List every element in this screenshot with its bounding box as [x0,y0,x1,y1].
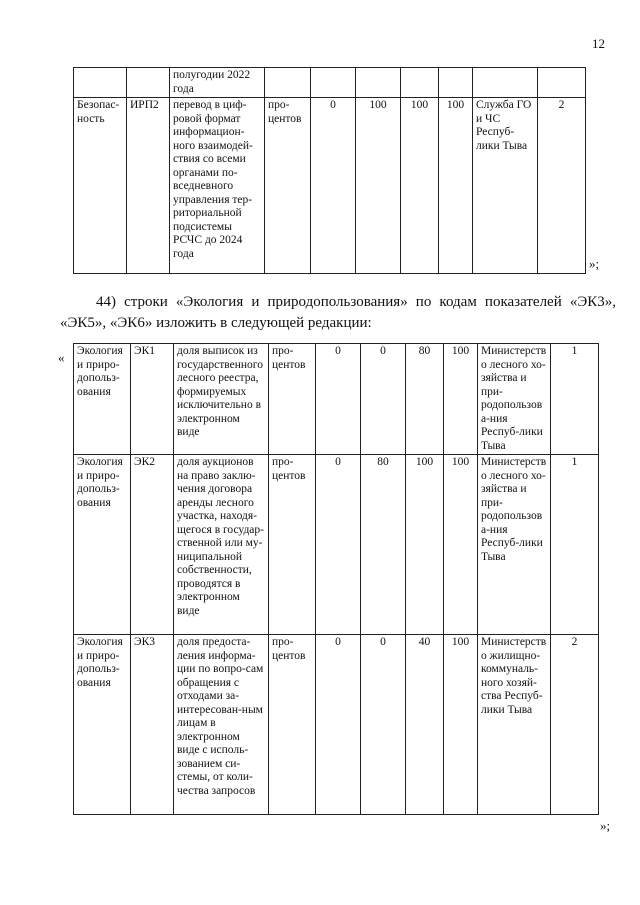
table-row [74,68,586,98]
table-cell: Безопас-ность [74,98,127,274]
table-cell: доля выписок из государственного лесного реестра, формируемых исключительно в электронном виде [174,344,269,455]
table-cell: 100 [356,98,401,274]
table-cell: ЭК3 [131,635,174,815]
table-cell: 0 [316,635,361,815]
table-row [74,98,586,274]
table-cell: 80 [361,455,406,635]
table-cell [311,68,356,98]
table-cell: 0 [316,344,361,455]
table-cell: Экология и приро-допольз-ования [74,344,131,455]
table-cell: 100 [444,344,478,455]
table-top [73,67,586,274]
table-cell: Министерство лесного хо-зяйства и при-родопользова-ния Респуб-лики Тыва [478,455,551,635]
table-cell: 0 [361,344,406,455]
table-cell: 100 [444,635,478,815]
table-row [74,455,599,635]
table-cell: доля аукционов на право заклю-чения договора аренды лесного участка, находя-щегося в государ-ственной или му-ниципальной собственности, проводятся в электронном виде [174,455,269,635]
table-cell: 0 [311,98,356,274]
table-cell: 2 [551,635,599,815]
table-row [74,344,599,455]
table-cell: Министерство лесного хо-зяйства и при-родопользова-ния Респуб-лики Тыва [478,344,551,455]
closing-quote: »; [589,256,600,271]
table-cell [74,68,127,98]
table-cell: ЭК2 [131,455,174,635]
table-cell: про-центов [269,344,316,455]
table-cell: Экология и приро-допольз-ования [74,635,131,815]
table-cell [127,68,170,98]
table-cell [538,68,586,98]
amendment-paragraph: 44) строки «Экология и природопользования» по кодам показателей «ЭК3», «ЭК5», «ЭК6» изложить в следующей редакции: [60,294,616,331]
table-row [74,635,599,815]
table-cell: перевод в циф-ровой формат информацион-ного взаимодей-ствия со всеми органами по-вседневного управления тер-риториальной подсистемы РСЧС до 2024 года [170,98,265,274]
page-number: 12 [592,36,605,51]
table-cell [439,68,473,98]
table-cell: 100 [444,455,478,635]
table-cell: 100 [439,98,473,274]
table-cell [401,68,439,98]
table-cell: про-центов [265,98,311,274]
table-cell: Министерство жилищно-коммуналь-ного хозяй-ства Респуб-лики Тыва [478,635,551,815]
opening-quote: « [58,350,65,365]
table-cell: полугодии 2022 года [170,68,265,98]
table-cell: 1 [551,455,599,635]
table-cell: ЭК1 [131,344,174,455]
table-cell: про-центов [269,455,316,635]
table-cell: 0 [361,635,406,815]
table-cell [473,68,538,98]
table-cell: 100 [401,98,439,274]
table-cell: 80 [406,344,444,455]
closing-quote: »; [600,818,611,833]
table-cell: Экология и приро-допольз-ования [74,455,131,635]
table-cell: 40 [406,635,444,815]
table-cell: 1 [551,344,599,455]
table-cell [356,68,401,98]
table-cell: про-центов [269,635,316,815]
table-cell: доля предоста-ления информа-ции по вопро-сам обращения с отходами за-интересован-ным лицам в электронном виде с исполь-зованием си-стемы, от коли-чества запросов [174,635,269,815]
table-cell: 0 [316,455,361,635]
table-main [73,343,599,815]
table-cell: ИРП2 [127,98,170,274]
table-cell [265,68,311,98]
table-cell: Служба ГО и ЧС Респуб-лики Тыва [473,98,538,274]
table-cell: 100 [406,455,444,635]
table-cell: 2 [538,98,586,274]
